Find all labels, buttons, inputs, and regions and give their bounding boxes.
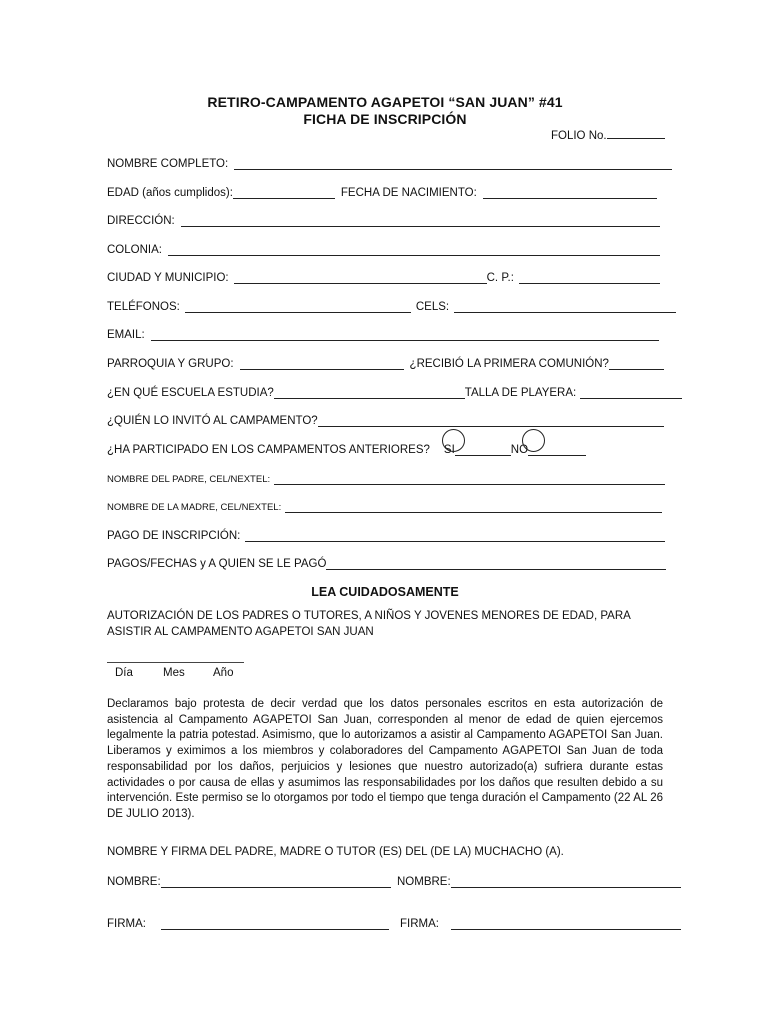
cells-line[interactable] xyxy=(454,299,676,313)
address-row xyxy=(107,211,660,227)
invited-by-label: ¿QUIÉN LO INVITÓ AL CAMPAMENTO? xyxy=(107,415,318,427)
guardian2-name-row xyxy=(397,872,681,888)
form-subtitle: FICHA DE INSCRIPCIÓN xyxy=(303,111,467,127)
address-line[interactable] xyxy=(181,213,660,227)
shirt-size-label: TALLA DE PLAYERA: xyxy=(464,387,577,399)
day-label: Día xyxy=(115,667,133,679)
guardian1-signature-row xyxy=(107,914,389,930)
guardian1-signature-label: FIRMA: xyxy=(107,918,146,930)
signature-instruction: NOMBRE Y FIRMA DEL PADRE, MADRE O TUTOR (ES) DEL (DE LA) MUCHACHO (A). xyxy=(107,846,564,858)
school-row xyxy=(107,383,682,399)
payments-dates-row xyxy=(107,554,666,570)
invited-by-line[interactable] xyxy=(318,413,664,427)
payment-line[interactable] xyxy=(245,528,665,542)
payments-dates-label: PAGOS/FECHAS y A QUIEN SE LE PAGÓ xyxy=(107,558,327,570)
phones-line[interactable] xyxy=(185,299,411,313)
email-label: EMAIL: xyxy=(107,329,145,341)
parish-line[interactable] xyxy=(240,356,404,370)
phones-row xyxy=(107,297,676,313)
guardian2-signature-label: FIRMA: xyxy=(400,918,439,930)
birthdate-label: FECHA DE NACIMIENTO: xyxy=(340,187,477,199)
full-name-label: NOMBRE COMPLETO: xyxy=(107,158,229,170)
folio-line[interactable] xyxy=(607,127,665,139)
invited-by-row xyxy=(107,411,664,427)
folio-field xyxy=(551,127,665,142)
email-row xyxy=(107,325,659,341)
guardian2-name-label: NOMBRE: xyxy=(397,876,451,888)
payment-label: PAGO DE INSCRIPCIÓN: xyxy=(107,530,241,542)
parish-label: PARROQUIA Y GRUPO: xyxy=(107,358,234,370)
guardian2-signature-line[interactable] xyxy=(451,916,681,930)
payment-row xyxy=(107,526,665,542)
folio-label: FOLIO No. xyxy=(551,130,607,142)
declaration-text: Declaramos bajo protesta de decir verdad que los datos personales escritos en esta autorización de asistencia al Campamento AGAPETOI San Juan, corresponden al menor de edad de quien ejercemos legalmente la patria potestad. Asimismo, que lo autorizamos a asistir al Campamento AGAPETOI San Juan. Liberamos y eximimos a los miembros y colaboradores del Campamento AGAPETOI San Juan de toda responsabilidad por los daños, perjuicios y lesiones que nuestro autorizado(a) sufriera durante estas actividades o por causa de ellas y asumimos las responsabilidades por los daños que resulten debido a su intervención. Este permiso se lo otorgamos por todo el tiempo que tenga duración el Campamento (22 AL 26 DE JULIO 2013). xyxy=(107,698,663,820)
first-communion-label: ¿RECIBIÓ LA PRIMERA COMUNIÓN? xyxy=(409,358,609,370)
no-checkbox-circle[interactable] xyxy=(522,429,545,452)
father-row xyxy=(107,469,665,485)
colonia-label: COLONIA: xyxy=(107,244,162,256)
postal-code-line[interactable] xyxy=(519,270,660,284)
address-label: DIRECCIÓN: xyxy=(107,215,175,227)
school-label: ¿EN QUÉ ESCUELA ESTUDIA? xyxy=(107,387,274,399)
mother-line[interactable] xyxy=(285,499,662,513)
school-line[interactable] xyxy=(274,385,465,399)
month-label: Mes xyxy=(163,667,185,679)
yes-label: SI xyxy=(443,444,455,456)
first-communion-line[interactable] xyxy=(609,356,664,370)
shirt-size-line[interactable] xyxy=(580,385,682,399)
parish-row xyxy=(107,354,664,370)
postal-code-label: C. P.: xyxy=(486,272,514,284)
city-line[interactable] xyxy=(234,270,487,284)
guardian1-name-row xyxy=(107,872,391,888)
authorization-text: AUTORIZACIÓN DE LOS PADRES O TUTORES, A NIÑOS Y JOVENES MENORES DE EDAD, PARA ASISTIR AL CAMPAMENTO AGAPETOI SAN JUAN xyxy=(107,610,631,638)
date-line[interactable] xyxy=(107,662,244,663)
email-line[interactable] xyxy=(151,327,659,341)
city-label: CIUDAD Y MUNICIPIO: xyxy=(107,272,229,284)
age-label: EDAD (años cumplidos): xyxy=(107,187,233,199)
full-name-row xyxy=(107,154,672,170)
phones-label: TELÉFONOS: xyxy=(107,301,180,313)
guardian1-name-label: NOMBRE: xyxy=(107,876,161,888)
participated-row xyxy=(107,440,586,456)
notice-heading: LEA CUIDADOSAMENTE xyxy=(311,585,459,599)
guardian1-name-line[interactable] xyxy=(161,874,391,888)
yes-checkbox-circle[interactable] xyxy=(442,429,465,452)
age-line[interactable] xyxy=(233,185,335,199)
no-label: NO xyxy=(510,444,529,456)
guardian2-signature-row xyxy=(400,914,681,930)
colonia-line[interactable] xyxy=(168,242,660,256)
mother-row xyxy=(107,497,662,513)
payments-dates-line[interactable] xyxy=(326,556,666,570)
city-row xyxy=(107,268,660,284)
year-label: Año xyxy=(213,667,234,679)
guardian1-signature-line[interactable] xyxy=(161,916,389,930)
colonia-row xyxy=(107,240,660,256)
full-name-line[interactable] xyxy=(234,156,672,170)
father-line[interactable] xyxy=(274,471,665,485)
mother-label: NOMBRE DE LA MADRE, CEL/NEXTEL: xyxy=(107,502,282,513)
age-row xyxy=(107,183,657,199)
participated-label: ¿HA PARTICIPADO EN LOS CAMPAMENTOS ANTERIORES? xyxy=(107,444,430,456)
birthdate-line[interactable] xyxy=(483,185,657,199)
father-label: NOMBRE DEL PADRE, CEL/NEXTEL: xyxy=(107,474,271,485)
guardian2-name-line[interactable] xyxy=(451,874,681,888)
form-title: RETIRO-CAMPAMENTO AGAPETOI “SAN JUAN” #41 xyxy=(207,94,563,110)
cells-label: CELS: xyxy=(415,301,450,313)
